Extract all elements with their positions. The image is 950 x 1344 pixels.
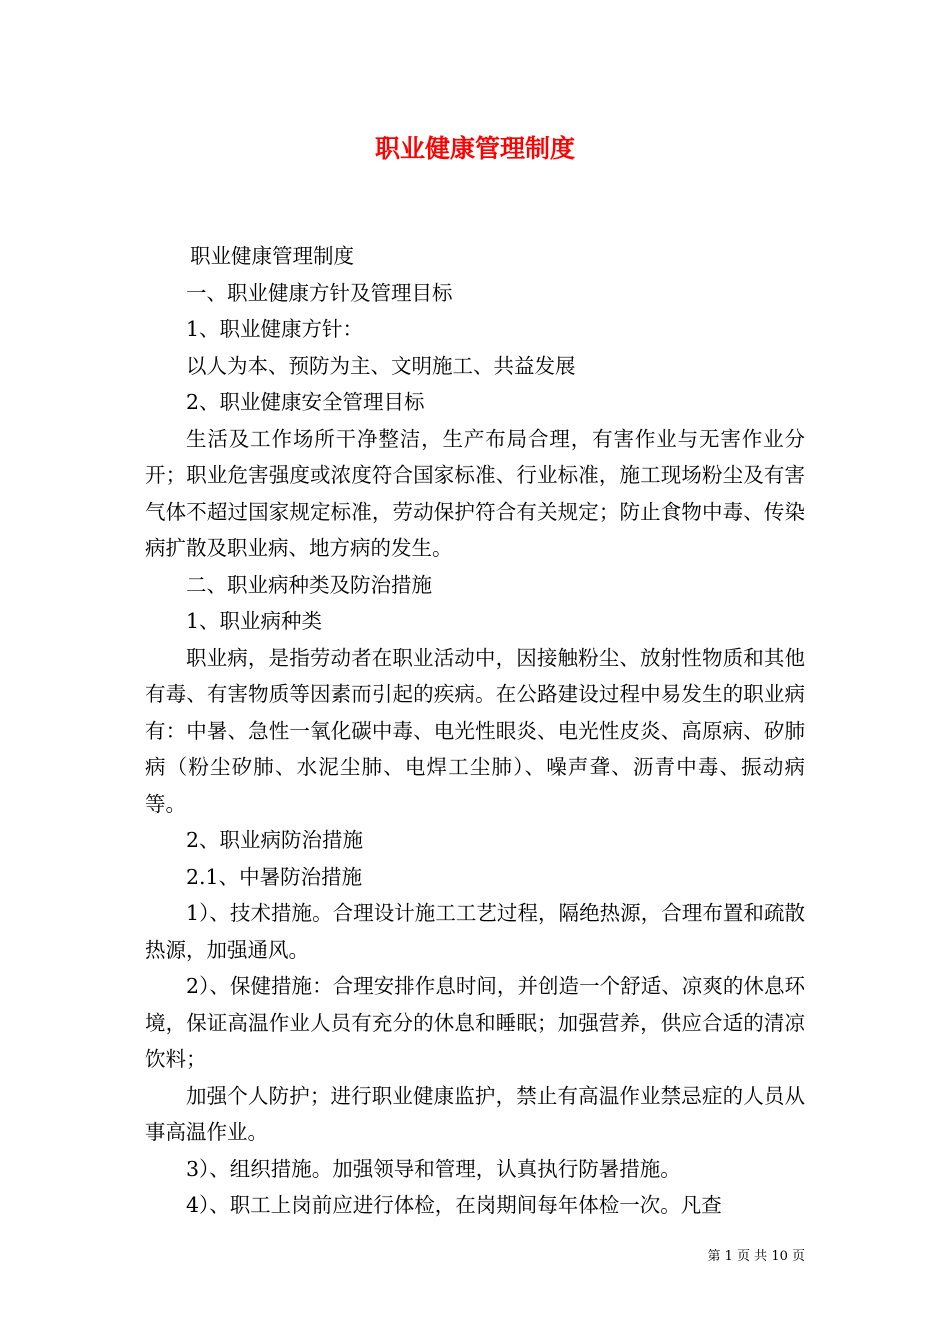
paragraph: 生活及工作场所干净整洁，生产布局合理，有害作业与无害作业分开；职业危害强度或浓度符合国家标准、行业标准，施工现场粉尘及有害气体不超过国家规定标准，劳动保护符合有关规定；防止食物中毒、传染病扩散及职业病、地方病的发生。 <box>145 426 805 560</box>
paragraph: 职业健康管理制度 <box>190 244 354 268</box>
paragraph: 1）、技术措施。合理设计施工工艺过程，隔绝热源，合理布置和疏散热源，加强通风。 <box>145 901 805 962</box>
paragraph: 3）、组织措施。加强领导和管理，认真执行防暑措施。 <box>186 1156 681 1181</box>
paragraph: 1、职业健康方针： <box>186 317 364 341</box>
paragraph: 4）、职工上岗前应进行体检，在岗期间每年体检一次。凡查 <box>186 1193 722 1217</box>
paragraph: 以人为本、预防为主、文明施工、共益发展 <box>186 353 576 378</box>
paragraph: 2.1、中暑防治措施 <box>186 864 363 889</box>
paragraph: 职业病，是指劳动者在职业活动中，因接触粉尘、放射性物质和其他有毒、有害物质等因素而引起的疾病。在公路建设过程中易发生的职业病有：中暑、急性一氧化碳中毒、电光性眼炎、电光性皮炎、高原病、矽肺病（粉尘矽肺、水泥尘肺、电焊工尘肺）、噪声聋、沥青中毒、振动病等。 <box>145 645 805 816</box>
document-title: 职业健康管理制度 <box>374 134 575 163</box>
paragraph: 一、职业健康方针及管理目标 <box>186 280 453 305</box>
paragraph: 1、职业病种类 <box>186 609 323 633</box>
document-body <box>145 238 805 1224</box>
paragraph: 加强个人防护；进行职业健康监护，禁止有高温作业禁忌症的人员从事高温作业。 <box>145 1083 805 1144</box>
paragraph: 2）、保健措施：合理安排作息时间，并创造一个舒适、凉爽的休息环境，保证高温作业人员有充分的休息和睡眠；加强营养，供应合适的清凉饮料； <box>145 974 805 1071</box>
page-number-footer: 第 1 页 共 10 页 <box>707 1249 805 1264</box>
paragraph: 2、职业病防治措施 <box>186 828 364 852</box>
paragraph: 二、职业病种类及防治措施 <box>186 572 432 597</box>
paragraph: 2、职业健康安全管理目标 <box>186 390 425 414</box>
